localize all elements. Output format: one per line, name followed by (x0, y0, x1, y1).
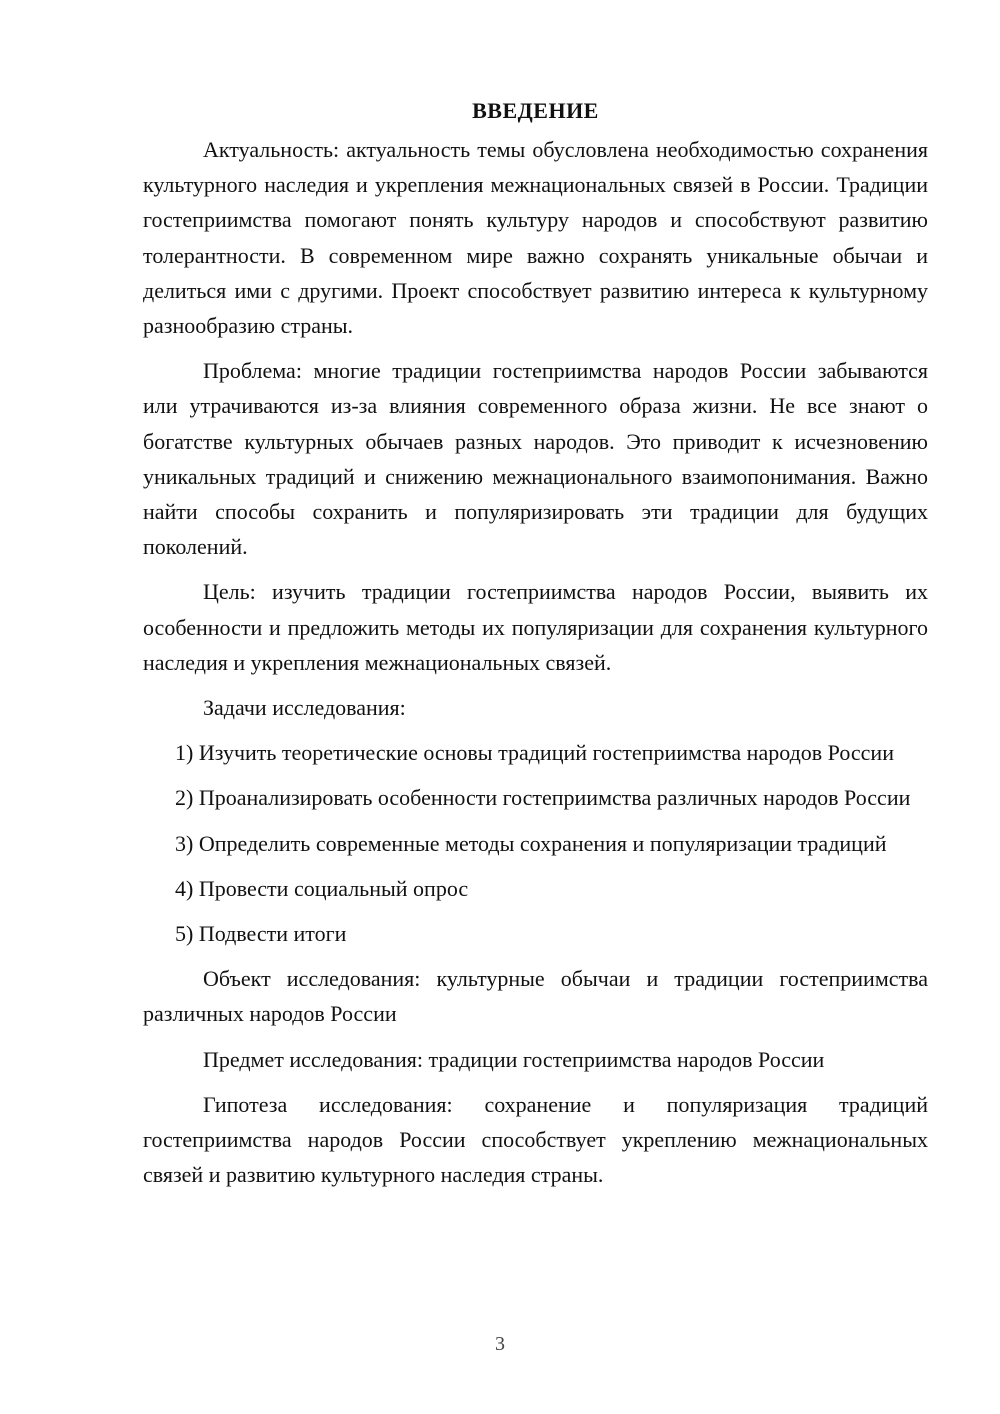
paragraph-actuality: Актуальность: актуальность темы обусловлена необходимостью сохранения культурного наследия и укрепления межнациональных связей в России. Традиции гостеприимства помогают понять культуру народов и способствуют развитию толерантности. В современном мире важно сохранять уникальные обычаи и делиться ими с другими. Проект способствует развитию интереса к культурному разнообразию страны. (143, 137, 928, 339)
paragraph-goal: Цель: изучить традиции гостеприимства народов России, выявить их особенности и предложить методы их популяризации для сохранения культурного наследия и укрепления межнациональных связей. (143, 579, 928, 675)
tasks-list (143, 735, 928, 951)
tasks-heading: Задачи исследования: (203, 695, 406, 721)
task-item-2: 2) Проанализировать особенности гостеприимства различных народов России (175, 785, 911, 811)
paragraph-object: Объект исследования: культурные обычаи и традиции гостеприимства различных народов России (143, 966, 928, 1027)
task-item-3: 3) Определить современные методы сохранения и популяризации традиций (175, 830, 887, 856)
page-title: ВВЕДЕНИЕ (472, 98, 599, 123)
task-item-4: 4) Провести социальный опрос (175, 875, 469, 901)
task-item-1: 1) Изучить теоретические основы традиций гостеприимства народов России (175, 740, 894, 766)
paragraph-problem: Проблема: многие традиции гостеприимства народов России забываются или утрачиваются из-за влияния современного образа жизни. Не все знают о богатстве культурных обычаев разных народов. Это приводит к исчезновению уникальных традиций и снижению межнационального взаимопонимания. Важно найти способы сохранить и популяризировать эти традиции для будущих поколений. (143, 358, 928, 560)
document-page (143, 96, 928, 1202)
paragraph-subject: Предмет исследования: традиции гостеприимства народов России (203, 1046, 825, 1072)
paragraph-hypothesis: Гипотеза исследования: сохранение и популяризация традиций гостеприимства народов России способствует укреплению межнациональных связей и развитию культурного наследия страны. (143, 1091, 928, 1188)
task-item-5: 5) Подвести итоги (175, 921, 347, 947)
page-number: 3 (495, 1333, 505, 1355)
